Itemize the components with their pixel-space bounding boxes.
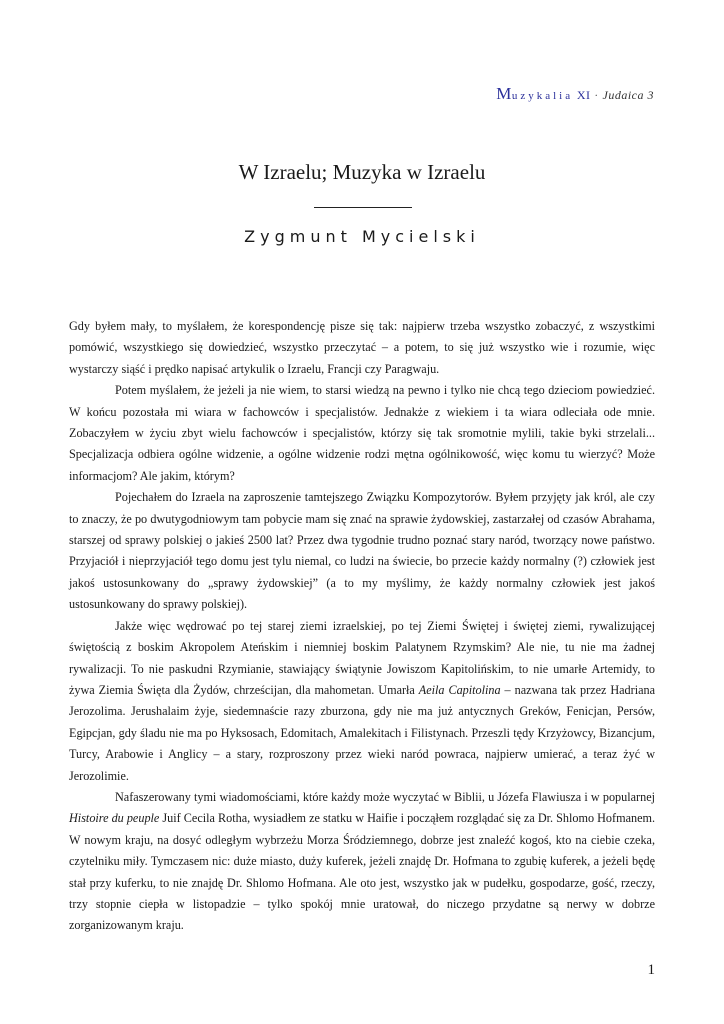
title-divider [314, 207, 412, 208]
paragraph-text: Jakże więc wędrować po tej starej ziemi izraelskiej, po tej Ziemi Świętej i świętej ziemi, rywalizującej świętością z boskim Akropolem Ateńskim i niemniej boskim Palatynem Rzymskim? Ale nie, tu nie ma żadnej rywalizacji. To nie paskudni Rzymianie, stawiający świątynie Jowiszom Kapitolińskim, to nie umarłe Artemidy, to żywa Ziemia Święta dla Żydów, chrześcijan, dla mahometan. Umarła [69, 618, 655, 697]
article-body [69, 316, 655, 937]
series-volume: XI [576, 88, 591, 102]
running-header [496, 84, 654, 104]
article-title: W Izraelu; Muzyka w Izraelu [238, 160, 486, 184]
paragraph [69, 616, 655, 787]
paragraph-text: Nafaszerowany tymi wiadomościami, które każdy może wyczytać w Biblii, u Józefa Flawiusza i w popularnej [115, 789, 655, 804]
paragraph-text: Potem myślałem, że jeżeli ja nie wiem, to starsi wiedzą na pewno i tylko nie chcą tego dzieciom powiedzieć. W końcu pozostała mi wiara w fachowców i specjalistów. Jednakże z wiekiem i ta wiara odleciała ode mnie. Zobaczyłem w życiu zbyt wielu fachowców i specjalistów, którzy się tak sromotnie mylili, takie byki strzelali... Specjalizacja odbiera ogólne widzenie, a ogólne widzenie rodzi mętna ogólnikowość, więc komu tu wierzyć? Może informacjom? Ale jakim, którym? [69, 383, 655, 483]
paragraph-text: – nazwana tak przez Hadriana Jerozolima. Jerushalaim żyje, siedemnaście razy zburzona, gdy nie ma już antycznych Greków, Fenicjan, Persów, Egipcjan, gdy śladu nie ma po Hyksosach, Edomitach, Amalekitach i Filistynach. Przeszli tędy Krzyżowcy, Bizancjum, Turcy, Arabowie i Anglicy – a stary, rozproszony przez wieki naród powraca, najpierw umierać, a teraz żyć w Jerozolimie. [69, 682, 655, 783]
page-number: 1 [647, 962, 655, 978]
italic-title: Histoire du peuple [69, 811, 160, 826]
paragraph-text: Pojechałem do Izraela na zaproszenie tamtejszego Związku Kompozytorów. Byłem przyjęty jak król, ale czy to znaczy, że po dwutygodniowym tam pobycie mam się znać na sprawie żydowskiej, zastarzałej od czasów Abrahama, starszej od sprawy polskiej o jakieś 2500 lat? Przez dwa tygodnie trudno poznać stary naród, tworzący nowe państwo. Przyjaciół i nieprzyjaciół tego domu jest tylu niemal, co ludzi na świecie, bo przecie każdy normalny (?) człowiek jest jakoś ustosunkowany do „sprawy żydowskiej” (a to my myślimy, że każdy normalny człowiek jest jakoś ustosunkowany do sprawy polskiej). [69, 490, 655, 612]
italic-title: Aeila Capitolina [418, 682, 501, 697]
header-separator: · [594, 88, 599, 102]
paragraph-text: Gdy byłem mały, to myślałem, że korespondencję pisze się tak: najpierw trzeba wszystko zobaczyć, z wszystkimi pomówić, wszystkiego się dowiedzieć, wszystko przeczytać – a potem, to się już wszystko wie i rozumie, więc wystarczy siąść i prędko napisać artykulik o Izraelu, Francji czy Paragwaju. [69, 319, 655, 376]
paragraph [69, 487, 655, 615]
author-name: Zygmunt Mycielski [244, 227, 480, 246]
section-name: Judaica 3 [602, 88, 654, 102]
paragraph [69, 316, 655, 380]
paragraph [69, 787, 655, 937]
series-name: uzykalia [511, 90, 574, 102]
paragraph [69, 380, 655, 487]
series-initial: M [496, 84, 512, 103]
paragraph-text: Juif Cecila Rotha, wysiadłem ze statku w Haifie i począłem rozglądać się za Dr. Shlomo Hofmanem. W nowym kraju, na dosyć odległym wybrzeżu Morza Śródziemnego, dobrze jest znaleźć kogoś, kto na ciebie czeka, czytelniku miły. Tymczasem nic: duże miasto, duży kuferek, jeżeli znajdę Dr. Hofmana to zgubię kuferek, a jeżeli będę stał przy kuferku, to nie znajdę Dr. Shlomo Hofmana. Ale oto jest, wszystko jak w pudełku, gospodarze, gość, rzeczy, trzy stopnie ciepła w listopadzie – tylko spokój mnie uratował, do niczego przydatne są nerwy w dobrze zorganizowanym kraju. [69, 811, 656, 933]
